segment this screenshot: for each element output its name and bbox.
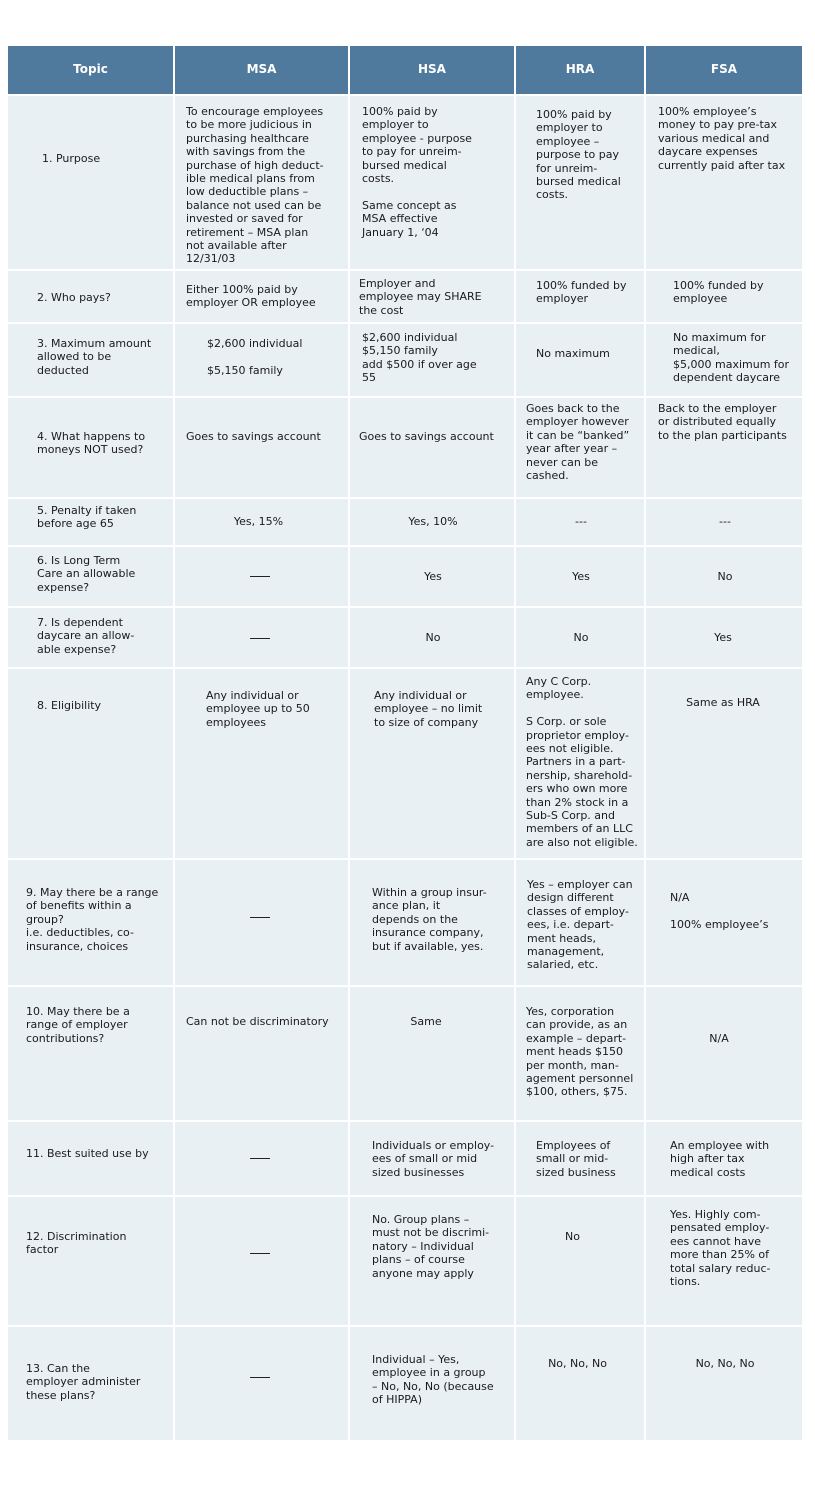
table-cell-hsa <box>350 608 516 669</box>
row-topic-text: 13. Can the employer administer these plans? <box>26 1362 141 1402</box>
table-cell-msa <box>175 987 350 1122</box>
table-cell-fsa <box>646 499 804 547</box>
table-cell-hra <box>516 1327 646 1442</box>
cell-text-hra: Employees of small or mid- sized business <box>536 1139 616 1179</box>
table-cell-msa <box>175 669 350 860</box>
empty-dash <box>250 1377 270 1378</box>
table-cell-msa <box>175 398 350 499</box>
comparison-table <box>8 46 804 1442</box>
row-topic-cell <box>8 96 175 271</box>
table-cell-msa <box>175 1122 350 1197</box>
cell-text-hsa: Same <box>410 1015 442 1028</box>
cell-text-fsa: No <box>717 570 733 583</box>
column-header-topic: Topic <box>8 46 175 96</box>
cell-text-msa: Any individual or employee up to 50 employees <box>206 689 310 729</box>
cell-text-hra: 100% paid by employer to employee – purpose to pay for unreim- bursed medical costs. <box>536 108 621 202</box>
cell-text-hra: Yes – employer can design different classes of employ- ees, i.e. depart- ment heads, management, salaried, etc. <box>527 878 633 972</box>
row-topic-cell <box>8 860 175 987</box>
row-topic-cell <box>8 1197 175 1327</box>
table-cell-hsa <box>350 987 516 1122</box>
cell-text-hsa: Employer and employee may SHARE the cost <box>359 277 482 317</box>
table-cell-hra <box>516 547 646 608</box>
table-cell-hra <box>516 860 646 987</box>
cell-text-fsa: No maximum for medical, $5,000 maximum for dependent daycare <box>673 331 790 385</box>
table-cell-hra <box>516 499 646 547</box>
table-cell-hsa <box>350 271 516 324</box>
table-cell-msa <box>175 608 350 669</box>
row-topic-cell <box>8 987 175 1122</box>
cell-text-hsa: Individual – Yes, employee in a group – No, No, No (because of HIPPA) <box>372 1353 494 1407</box>
table-cell-fsa <box>646 1197 804 1327</box>
table-cell-hsa <box>350 1197 516 1327</box>
table-cell-msa <box>175 860 350 987</box>
cell-text-hsa: $2,600 individual $5,150 family add $500 if over age 55 <box>362 331 477 385</box>
table-cell-msa <box>175 96 350 271</box>
row-topic-text: 5. Penalty if taken before age 65 <box>37 504 137 531</box>
row-topic-text: 8. Eligibility <box>37 699 102 712</box>
row-topic-cell <box>8 398 175 499</box>
cell-text-hsa: No <box>425 631 441 644</box>
table-cell-fsa <box>646 271 804 324</box>
table-cell-fsa <box>646 860 804 987</box>
row-topic-cell <box>8 1327 175 1442</box>
cell-text-msa: $2,600 individual $5,150 family <box>207 337 303 377</box>
row-topic-cell <box>8 271 175 324</box>
cell-text-fsa: No, No, No <box>695 1357 755 1370</box>
table-cell-fsa <box>646 987 804 1122</box>
cell-text-fsa: Yes. Highly com- pensated employ- ees cannot have more than 25% of total salary reduc- tions. <box>670 1208 771 1289</box>
cell-text-hsa: No. Group plans – must not be discrimi- natory – Individual plans – of course anyone may apply <box>372 1213 490 1280</box>
row-topic-cell <box>8 547 175 608</box>
cell-text-msa: Yes, 15% <box>233 515 284 528</box>
table-cell-hsa <box>350 499 516 547</box>
column-header-fsa: FSA <box>646 46 804 96</box>
row-topic-text: 12. Discrimination factor <box>26 1230 127 1257</box>
table-cell-hra <box>516 271 646 324</box>
cell-text-hra: No, No, No <box>548 1357 607 1370</box>
cell-text-hsa: Any individual or employee – no limit to size of company <box>374 689 483 729</box>
table-cell-msa <box>175 1197 350 1327</box>
cell-text-hra: --- <box>575 515 587 528</box>
table-cell-hsa <box>350 1122 516 1197</box>
cell-text-fsa: --- <box>719 515 731 528</box>
table-cell-hra <box>516 324 646 398</box>
table-cell-hra <box>516 987 646 1122</box>
row-topic-cell <box>8 324 175 398</box>
cell-text-fsa: Yes <box>714 631 732 644</box>
row-topic-text: 11. Best suited use by <box>26 1147 149 1160</box>
row-topic-cell <box>8 608 175 669</box>
cell-text-msa: Goes to savings account <box>186 430 321 443</box>
table-cell-hra <box>516 398 646 499</box>
cell-text-msa: To encourage employees to be more judicious in purchasing healthcare with savings from the purchase of high deduct- ible medical plans from low deductible plans – balance not used can be invested or saved for retirement – MSA plan not available after 12/31/03 <box>186 105 324 266</box>
table-cell-hsa <box>350 324 516 398</box>
cell-text-hsa: Within a group insur- ance plan, it depends on the insurance company, but if available, yes. <box>372 886 487 953</box>
cell-text-hsa: Individuals or employ- ees of small or mid sized businesses <box>372 1139 495 1179</box>
cell-text-fsa: Back to the employer or distributed equally to the plan participants <box>658 402 787 442</box>
cell-text-fsa: N/A <box>709 1032 729 1045</box>
row-topic-text: 1. Purpose <box>42 152 101 165</box>
cell-text-fsa: Same as HRA <box>686 696 760 709</box>
row-topic-text: 3. Maximum amount allowed to be deducted <box>37 337 152 377</box>
row-topic-text: 6. Is Long Term Care an allowable expense? <box>37 554 136 594</box>
table-cell-fsa <box>646 547 804 608</box>
row-topic-cell <box>8 1122 175 1197</box>
table-cell-fsa <box>646 96 804 271</box>
row-topic-cell <box>8 669 175 860</box>
column-header-hsa: HSA <box>350 46 516 96</box>
row-topic-text: 7. Is dependent daycare an allow- able expense? <box>37 616 135 656</box>
table-cell-msa <box>175 1327 350 1442</box>
table-cell-hsa <box>350 96 516 271</box>
cell-text-hsa: Yes <box>424 570 442 583</box>
table-cell-hra <box>516 1122 646 1197</box>
row-topic-text: 4. What happens to moneys NOT used? <box>37 430 146 457</box>
cell-text-hsa: 100% paid by employer to employee - purpose to pay for unreim- bursed medical costs. Same concept as MSA effective January 1, ‘04 <box>362 105 472 239</box>
cell-text-hra: Any C Corp. employee. S Corp. or sole proprietor employ- ees not eligible. Partners in a part- nership, sharehold- ers who own more than 2% stock in a Sub-S Corp. and members of an LLC are also not eligible. <box>526 675 638 849</box>
table-cell-msa <box>175 271 350 324</box>
column-header-msa: MSA <box>175 46 350 96</box>
table-cell-hsa <box>350 547 516 608</box>
row-topic-text: 10. May there be a range of employer contributions? <box>26 1005 130 1045</box>
empty-dash <box>250 1253 270 1254</box>
cell-text-fsa: N/A 100% employee’s <box>670 891 769 931</box>
table-cell-fsa <box>646 669 804 860</box>
cell-text-hra: No maximum <box>536 347 610 360</box>
cell-text-hra: Yes <box>572 570 590 583</box>
column-header-hra: HRA <box>516 46 646 96</box>
table-cell-msa <box>175 324 350 398</box>
row-topic-text: 9. May there be a range of benefits within a group? i.e. deductibles, co- insurance, choices <box>26 886 159 953</box>
table-cell-hra <box>516 608 646 669</box>
row-topic-cell <box>8 499 175 547</box>
cell-text-hsa: Yes, 10% <box>408 515 458 528</box>
cell-text-hra: 100% funded by employer <box>536 279 627 306</box>
empty-dash <box>250 576 270 577</box>
table-cell-hsa <box>350 1327 516 1442</box>
table-cell-hra <box>516 96 646 271</box>
table-cell-msa <box>175 499 350 547</box>
cell-text-fsa: 100% funded by employee <box>673 279 764 306</box>
empty-dash <box>250 1158 270 1159</box>
table-cell-hsa <box>350 669 516 860</box>
cell-text-msa: Either 100% paid by employer OR employee <box>186 283 316 310</box>
cell-text-fsa: 100% employee’s money to pay pre-tax various medical and daycare expenses currently paid after tax <box>658 105 786 172</box>
cell-text-hra: No <box>573 631 589 644</box>
table-cell-fsa <box>646 608 804 669</box>
empty-dash <box>250 917 270 918</box>
table-cell-hra <box>516 669 646 860</box>
cell-text-fsa: An employee with high after tax medical costs <box>670 1139 770 1179</box>
cell-text-hra: Goes back to the employer however it can be “banked” year after year – never can be cashed. <box>526 402 630 483</box>
table-cell-fsa <box>646 1327 804 1442</box>
table-cell-fsa <box>646 398 804 499</box>
empty-dash <box>250 638 270 639</box>
table-cell-hra <box>516 1197 646 1327</box>
table-cell-hsa <box>350 860 516 987</box>
table-cell-fsa <box>646 1122 804 1197</box>
table-cell-fsa <box>646 324 804 398</box>
row-topic-text: 2. Who pays? <box>37 291 111 304</box>
table-cell-hsa <box>350 398 516 499</box>
table-cell-msa <box>175 547 350 608</box>
cell-text-hra: No <box>565 1230 580 1243</box>
cell-text-hsa: Goes to savings account <box>359 430 494 443</box>
cell-text-hra: Yes, corporation can provide, as an example – depart- ment heads $150 per month, man- agement personnel $100, others, $75. <box>526 1005 634 1099</box>
cell-text-msa: Can not be discriminatory <box>186 1015 329 1028</box>
